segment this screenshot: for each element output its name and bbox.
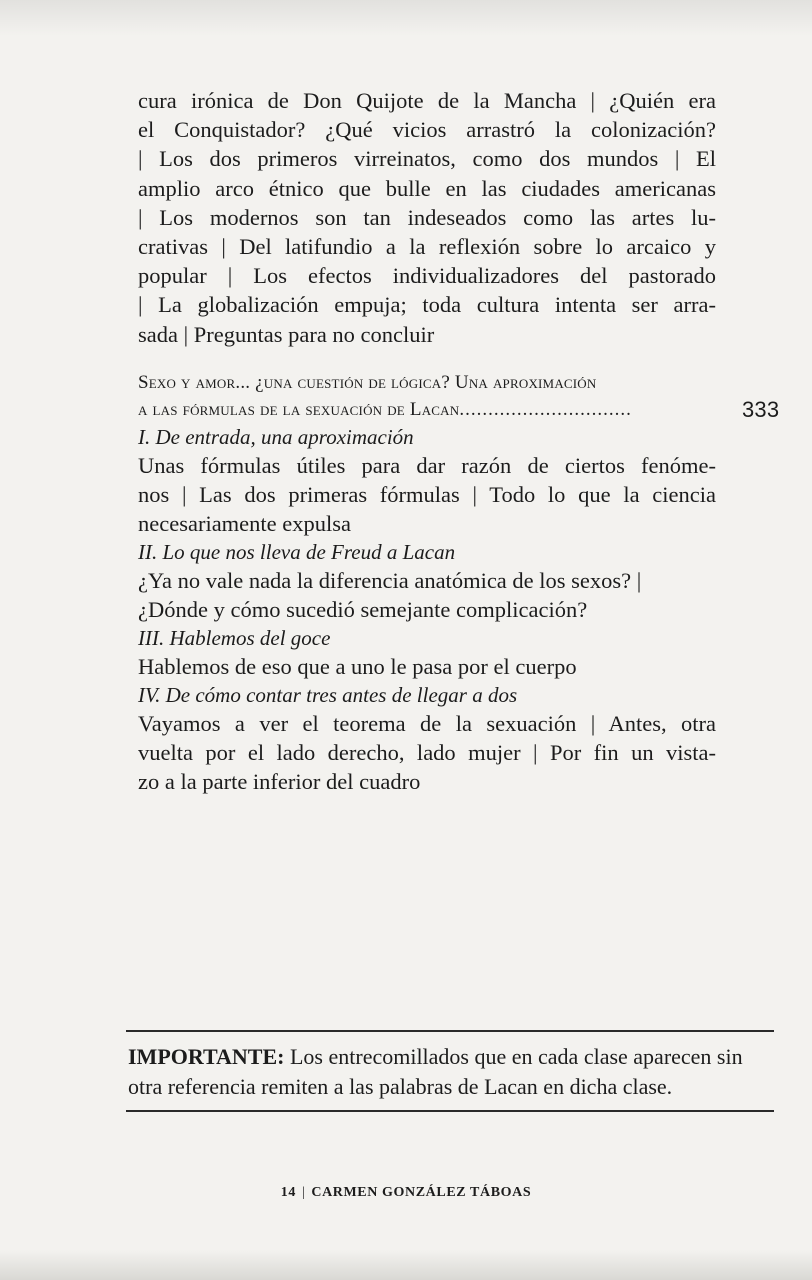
toc-title-line: Sexo y amor... ¿una cuestión de lógica? Una aproximación bbox=[138, 371, 597, 393]
text-line: | Los modernos son tan indeseados como las artes lu- bbox=[138, 204, 716, 230]
toc-title-line bbox=[138, 396, 716, 423]
note-label: IMPORTANTE: bbox=[128, 1044, 285, 1069]
section-body bbox=[138, 709, 716, 796]
text-line: Vayamos a ver el teorema de la sexuación | Antes, otra bbox=[138, 710, 716, 736]
toc-entry bbox=[138, 369, 780, 796]
toc-leaders: .............................. bbox=[459, 398, 632, 420]
note-text bbox=[126, 1032, 774, 1110]
note-body: Los entrecomillados que en cada clase aparecen sin otra referencia remiten a las palabras de Lacan en dicha clase. bbox=[128, 1044, 743, 1099]
toc-column bbox=[138, 86, 780, 796]
text-line: vuelta por el lado derecho, lado mujer | Por fin un vista- bbox=[138, 739, 716, 765]
text-line: zo a la parte inferior del cuadro bbox=[138, 768, 421, 794]
text-line: Hablemos de eso que a uno le pasa por el cuerpo bbox=[138, 653, 577, 679]
text-line: | Los dos primeros virreinatos, como dos mundos | El bbox=[138, 146, 716, 172]
toc-section bbox=[138, 538, 716, 624]
toc-section bbox=[138, 681, 716, 796]
footer-page-number: 14 bbox=[280, 1185, 296, 1200]
footer-separator: | bbox=[301, 1185, 306, 1200]
text-line: ¿Ya no vale nada la diferencia anatómica de los sexos? | bbox=[138, 567, 642, 593]
text-line: amplio arco étnico que bulle en las ciudades americanas bbox=[138, 175, 716, 201]
section-heading: III. Hablemos del goce bbox=[138, 625, 331, 650]
section-body bbox=[138, 652, 716, 681]
toc-entry-title bbox=[138, 369, 780, 423]
intro-paragraph bbox=[138, 86, 716, 349]
text-line: crativas | Del latifundio a la reflexión sobre lo arcaico y bbox=[138, 234, 716, 260]
footer-author: CARMEN GONZÁLEZ TÁBOAS bbox=[311, 1185, 532, 1200]
running-footer bbox=[0, 1185, 812, 1201]
text-line: ¿Dónde y cómo sucedió semejante complicación? bbox=[138, 596, 588, 622]
important-note bbox=[126, 1030, 774, 1112]
text-line: | La globalización empuja; toda cultura intenta ser arra- bbox=[138, 292, 716, 318]
toc-page-number: 333 bbox=[742, 396, 780, 422]
text-line: el Conquistador? ¿Qué vicios arrastró la colonización? bbox=[138, 117, 716, 143]
text-line: Unas fórmulas útiles para dar razón de ciertos fenóme- bbox=[138, 452, 716, 478]
divider-bottom bbox=[126, 1110, 774, 1112]
toc-section bbox=[138, 624, 716, 681]
section-heading: I. De entrada, una aproximación bbox=[138, 424, 414, 449]
section-body bbox=[138, 566, 716, 624]
text-line: nos | Las dos primeras fórmulas | Todo lo que la ciencia bbox=[138, 481, 716, 507]
text-line: popular | Los efectos individualizadores del pastorado bbox=[138, 263, 716, 289]
toc-title-line-2: a las fórmulas de la sexuación de Lacan bbox=[138, 398, 460, 420]
section-heading: IV. De cómo contar tres antes de llegar a dos bbox=[138, 682, 518, 707]
section-body bbox=[138, 451, 716, 538]
page-shadow-top bbox=[0, 0, 812, 36]
page-shadow-bottom bbox=[0, 1250, 812, 1280]
text-line: necesariamente expulsa bbox=[138, 510, 352, 536]
toc-section bbox=[138, 423, 716, 538]
text-line: cura irónica de Don Quijote de la Mancha | ¿Quién era bbox=[138, 88, 716, 113]
text-line: sada | Preguntas para no concluir bbox=[138, 321, 435, 347]
section-heading: II. Lo que nos lleva de Freud a Lacan bbox=[138, 539, 456, 564]
